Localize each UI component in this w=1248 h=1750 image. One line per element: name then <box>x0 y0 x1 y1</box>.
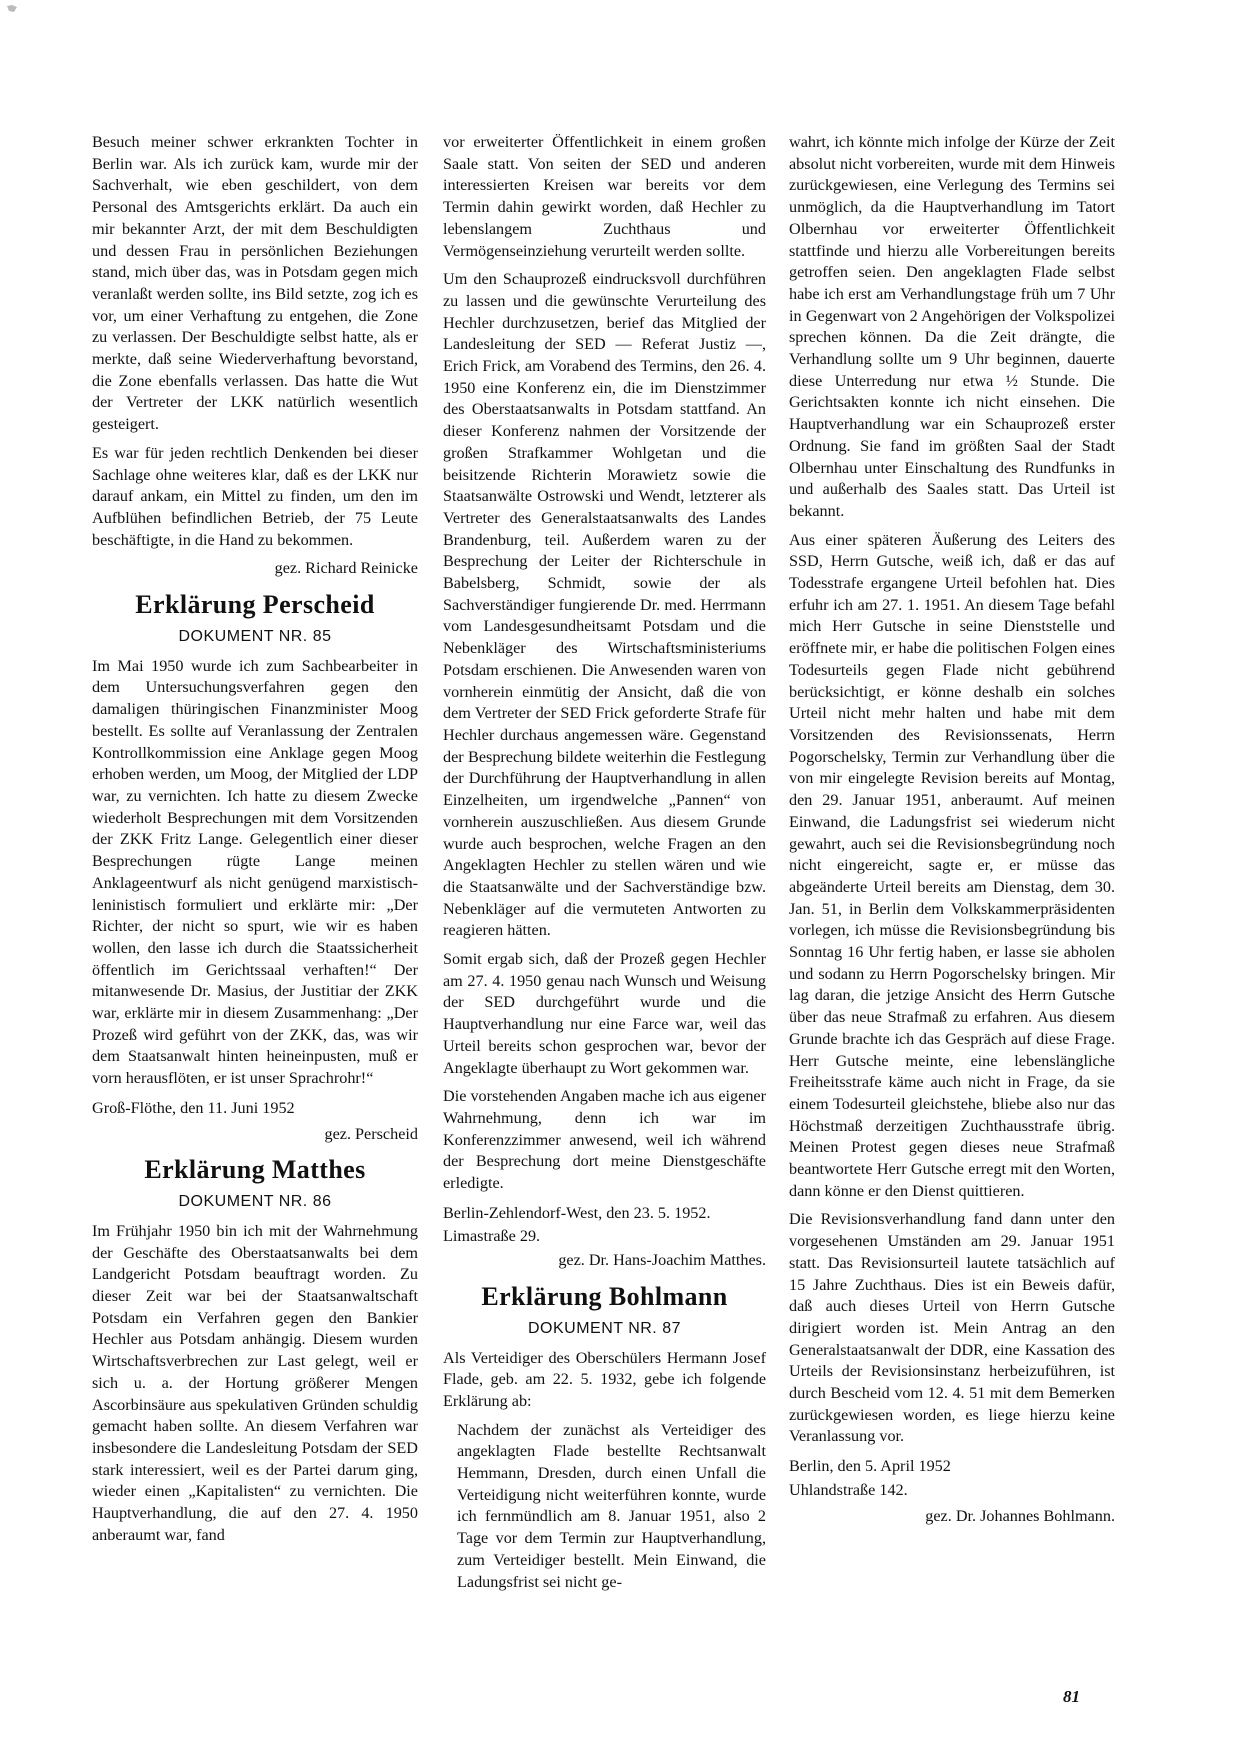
address: Uhlandstraße 142. <box>789 1480 908 1499</box>
document-number: DOKUMENT NR. 85 <box>178 628 332 646</box>
column-2 <box>443 132 766 1600</box>
paragraph: Besuch meiner schwer erkrankten Tochter in Berlin war. Als ich zurück kam, wurde mir der Sachverhalt, wie eben geschildert, von dem Personal des Amtsgerichts erklärt. Da auch ein mir bekannter Arzt, der mit dem Beschuldigten und dessen Frau in persönlichen Beziehungen stand, mich über das, was in Potsdam gegen mich veranlaßt werden sollte, ins Bild setzte, zog ich es vor, um einer Verhaftung zu entgehen, die Zone zu verlassen. Der Beschuldigte selbst hatte, als er merkte, daß seine Wiederverhaftung bevorstand, die Zone ebenfalls verlassen. Das hatte die Wut der Vertreter der LKK natürlich wesentlich gesteigert. <box>92 133 418 434</box>
paragraph: Es war für jeden rechtlich Denkenden bei dieser Sachlage ohne weiteres klar, daß es der LKK nur darauf ankam, ein Mittel zu finden, um den im Aufblühen befindlichen Betrieb, der 75 Leute beschäftigte, in die Hand zu bekommen. <box>92 443 418 549</box>
place-date: Groß-Flöthe, den 11. Juni 1952 <box>92 1098 295 1117</box>
paragraph: Im Mai 1950 wurde ich zum Sachbearbeiter in dem Untersuchungsverfahren gegen den damaligen thüringischen Finanzminister Moog bestellt. Es sollte auf Veranlassung der Zentralen Kontrollkommission eine Anklage gegen Moog erhoben werden, um Moog, der Mitglied der LDP war, zu vernichten. Ich hatte zu diesem Zwecke wiederholt Besprechungen mit dem Vorsitzenden der ZKK Fritz Lange. Gelegentlich einer dieser Besprechungen rügte Lange meinen Anklageentwurf als nicht genügend marxistisch-leninistisch formuliert und erklärte mir: „Der Richter, der nicht so spurt, wie wir es haben wollen, den lasse ich durch die Staatssicherheit öffentlich im Gerichtssaal verhaften!“ Der mitanwesende Dr. Masius, der Justitiar der ZKK war, erklärte mir in diesem Zusammenhang: „Der Prozeß wird geführt von der ZKK, das, was wir dem Staatsanwalt hinten heineinpusten, muß er vorn herausflöten, er ist unser Sprachrohr!“ <box>92 656 418 1088</box>
paragraph: Die Revisionsverhandlung fand dann unter den vorgesehenen Umständen am 29. Januar 1951 statt. Das Revisionsurteil lautete tatsächlich auf 15 Jahre Zuchthaus. Dies ist ein Beweis dafür, daß auch dieses Urteil von Herrn Gutsche dirigiert worden ist. Mein Antrag an den Generalstaatsanwalt der DDR, eine Kassation des Urteils der Revisionsinstanz herbeizuführen, ist durch Bescheid vom 12. 4. 51 mit dem Bemerken zurückgewiesen worden, es liege hierzu keine Veranlassung vor. <box>789 1210 1115 1446</box>
signature: gez. Dr. Hans-Joachim Matthes. <box>558 1251 766 1270</box>
paragraph: Aus einer späteren Äußerung des Leiters des SSD, Herrn Gutsche, weiß ich, daß er das auf Todesstrafe ergangene Urteil befohlen hat. Dies erfuhr ich am 27. 1. 1951. An diesem Tage befahl mich Herr Gutsche in seine Dienststelle und eröffnete mir, er habe die politischen Folgen eines Todesurteils gegen Flade nicht gebührend berücksichtigt, er könne deshalb ein solches Urteil nicht mehr halten und habe mit dem Vorsitzenden des Revisionssenats, Herrn Pogorschelsky, Termin zur Verhandlung über die von mir eingelegte Revision bereits auf Montag, den 29. Januar 1951, anberaumt. Auf meinen Einwand, die Ladungsfrist sei wiederum nicht gewahrt, auch sei die Revisionsbegründung noch nicht eingereicht, sagte er, er müsse das abgeänderte Urteil bereits am Dienstag, dem 30. Jan. 51, in Berlin dem Volkskammerpräsidenten vorlegen, ich müsse die Revisionsbegründung bis Sonntag 16 Uhr fertig haben, er lasse sie abholen und sodann zu Herrn Pogorschelsky bringen. Mir lag daran, die jetzige Ansicht des Herrn Gutsche über das neue Strafmaß zu erfahren. Aus diesem Grunde brachte ich das Gespräch auf diese Frage. Herr Gutsche meinte, eine lebenslängliche Freiheitsstrafe käme auch nicht in Frage, da sie einem Todesurteil gleichstehe, bliebe also nur das Höchstmaß derzeitigen Zuchthausstrafe übrig. Meinen Protest gegen dieses neue Strafmaß beantwortete Herr Gutsche erregt mit den Worten, dann könne er den Dienst quittieren. <box>789 530 1115 1200</box>
paragraph: vor erweiterter Öffentlichkeit in einem großen Saale statt. Von seiten der SED und anderen interessierten Kreisen war bereits vor dem Termin dahin gewirkt worden, daß Hechler zu lebenslangem Zuchthaus und Vermögenseinziehung verurteilt werden sollte. <box>443 133 766 260</box>
column-1 <box>92 132 418 1553</box>
corner-mark <box>6 4 18 14</box>
section-heading-perscheid: Erklärung Perscheid <box>135 590 375 620</box>
signature: gez. Dr. Johannes Bohlmann. <box>925 1506 1115 1525</box>
column-3 <box>789 132 1115 1537</box>
paragraph: Im Frühjahr 1950 bin ich mit der Wahrnehmung der Geschäfte des Oberstaatsanwalts bei dem Landgericht Potsdam beauftragt worden. Zu dieser Zeit war bei der Staatsanwaltschaft Potsdam ein Verfahren gegen den Bankier Hechler aus Potsdam anhängig. Diesem wurden Wirtschaftsverbrechen zur Last gelegt, weil er sich u. a. der Hortung größerer Mengen Ascorbinsäure aus spekulativen Gründen schuldig gemacht haben sollte. An diesem Verfahren war insbesondere die Landesleitung Potsdam der SED stark interessiert, weil es der Partei darum ging, wieder einen „Kapitalisten“ zu vernichten. Die Hauptverhandlung, die auf den 27. 4. 1950 anberaumt war, fand <box>92 1221 418 1544</box>
section-heading-bohlmann: Erklärung Bohlmann <box>481 1281 728 1311</box>
place-date: Berlin, den 5. April 1952 <box>789 1457 951 1476</box>
signature: gez. Perscheid <box>324 1124 418 1143</box>
place-date: Berlin-Zehlendorf-West, den 23. 5. 1952. <box>443 1203 711 1222</box>
paragraph: Nachdem der zunächst als Verteidiger des angeklagten Flade bestellte Rechtsanwalt Hemmann, Dresden, durch einen Unfall die Verteidigung nicht weiterführen konnte, wurde ich fernmündlich am 8. Januar 1951, also 2 Tage vor dem Termin zur Hauptverhandlung, zum Verteidiger bestellt. Mein Einwand, die Ladungsfrist sei nicht ge- <box>457 1420 766 1591</box>
paragraph: Die vorstehenden Angaben mache ich aus eigener Wahrnehmung, denn ich war im Konferenzzimmer anwesend, weil ich während der Besprechung dort meine Dienstgeschäfte erledigte. <box>443 1087 766 1193</box>
paragraph: Um den Schauprozeß eindrucksvoll durchführen zu lassen und die gewünschte Verurteilung des Hechler durchzusetzen, berief das Mitglied der Landesleitung der SED — Referat Justiz —, Erich Frick, am Vorabend des Termins, den 26. 4. 1950 eine Konferenz ein, die im Dienstzimmer des Oberstaatsanwalts in Potsdam stattfand. An dieser Konferenz nahmen der Vorsitzende der großen Strafkammer Wohlgetan und die beisitzende Richterin Morawietz sowie die Staatsanwälte Ostrowski und Wendt, letzterer als Vertreter des Generalstaatsanwalts des Landes Brandenburg, teil. Außerdem waren zu der Besprechung der Leiter der Richterschule in Babelsberg, Schmidt, sowie der als Sachverständiger fungierende Dr. med. Herrmann vom Landesgesundheitsamt Potsdam und die Nebenkläger des Wirtschaftsministeriums Potsdam erschienen. Die Anwesenden waren von vornherein einmütig der Ansicht, daß die von dem Vertreter der SED Frick geforderte Strafe für Hechler durchaus angemessen wäre. Gegenstand der Besprechung bildete weiterhin die Festlegung der Durchführung der Hauptverhandlung in allen Einzelheiten, um irgendwelche „Pannen“ von vornherein auszuschließen. Aus diesem Grunde wurde auch besprochen, welche Fragen an den Angeklagten Hechler zu stellen wären und wie die Staatsanwälte und der Sachverständige bzw. Nebenkläger auf die vermuteten Antworten zu reagieren hätten. <box>443 270 766 940</box>
paragraph: wahrt, ich könnte mich infolge der Kürze der Zeit absolut nicht vorbereiten, wurde mit dem Hinweis zurückgewiesen, eine Verlegung des Termins sei unmöglich, da die Hauptverhandlung im Tatort Olbernhau vor erweiterter Öffentlichkeit stattfinde und hierzu alle Vorbereitungen bereits getroffen seien. Den angeklagten Flade selbst habe ich erst am Verhandlungstage früh um 7 Uhr in Gegenwart von 2 Angehörigen der Volkspolizei sprechen können. Da die Zeit drängte, die Verhandlung sollte um 9 Uhr beginnen, dauerte diese Unterredung nur etwa ½ Stunde. Die Gerichtsakten konnte ich nicht einsehen. Die Hauptverhandlung war ein Schauprozeß erster Ordnung. Sie fand im größten Saal der Stadt Olbernhau unter Einschaltung des Rundfunks in und außerhalb des Saales statt. Das Urteil ist bekannt. <box>789 133 1115 520</box>
document-number: DOKUMENT NR. 87 <box>527 1319 681 1337</box>
document-number: DOKUMENT NR. 86 <box>178 1193 332 1211</box>
paragraph: Als Verteidiger des Oberschülers Hermann Josef Flade, geb. am 22. 5. 1932, gebe ich folgende Erklärung ab: <box>443 1348 766 1410</box>
page-number: 81 <box>1063 1687 1080 1706</box>
address: Limastraße 29. <box>443 1227 541 1246</box>
section-heading-matthes: Erklärung Matthes <box>144 1155 366 1185</box>
signature: gez. Richard Reinicke <box>274 559 418 578</box>
paragraph: Somit ergab sich, daß der Prozeß gegen Hechler am 27. 4. 1950 genau nach Wunsch und Weisung der SED durchgeführt wurde und die Hauptverhandlung nur eine Farce war, weil das Urteil bereits schon gesprochen war, bevor der Angeklagte überhaupt zu Wort gekommen war. <box>443 950 766 1077</box>
